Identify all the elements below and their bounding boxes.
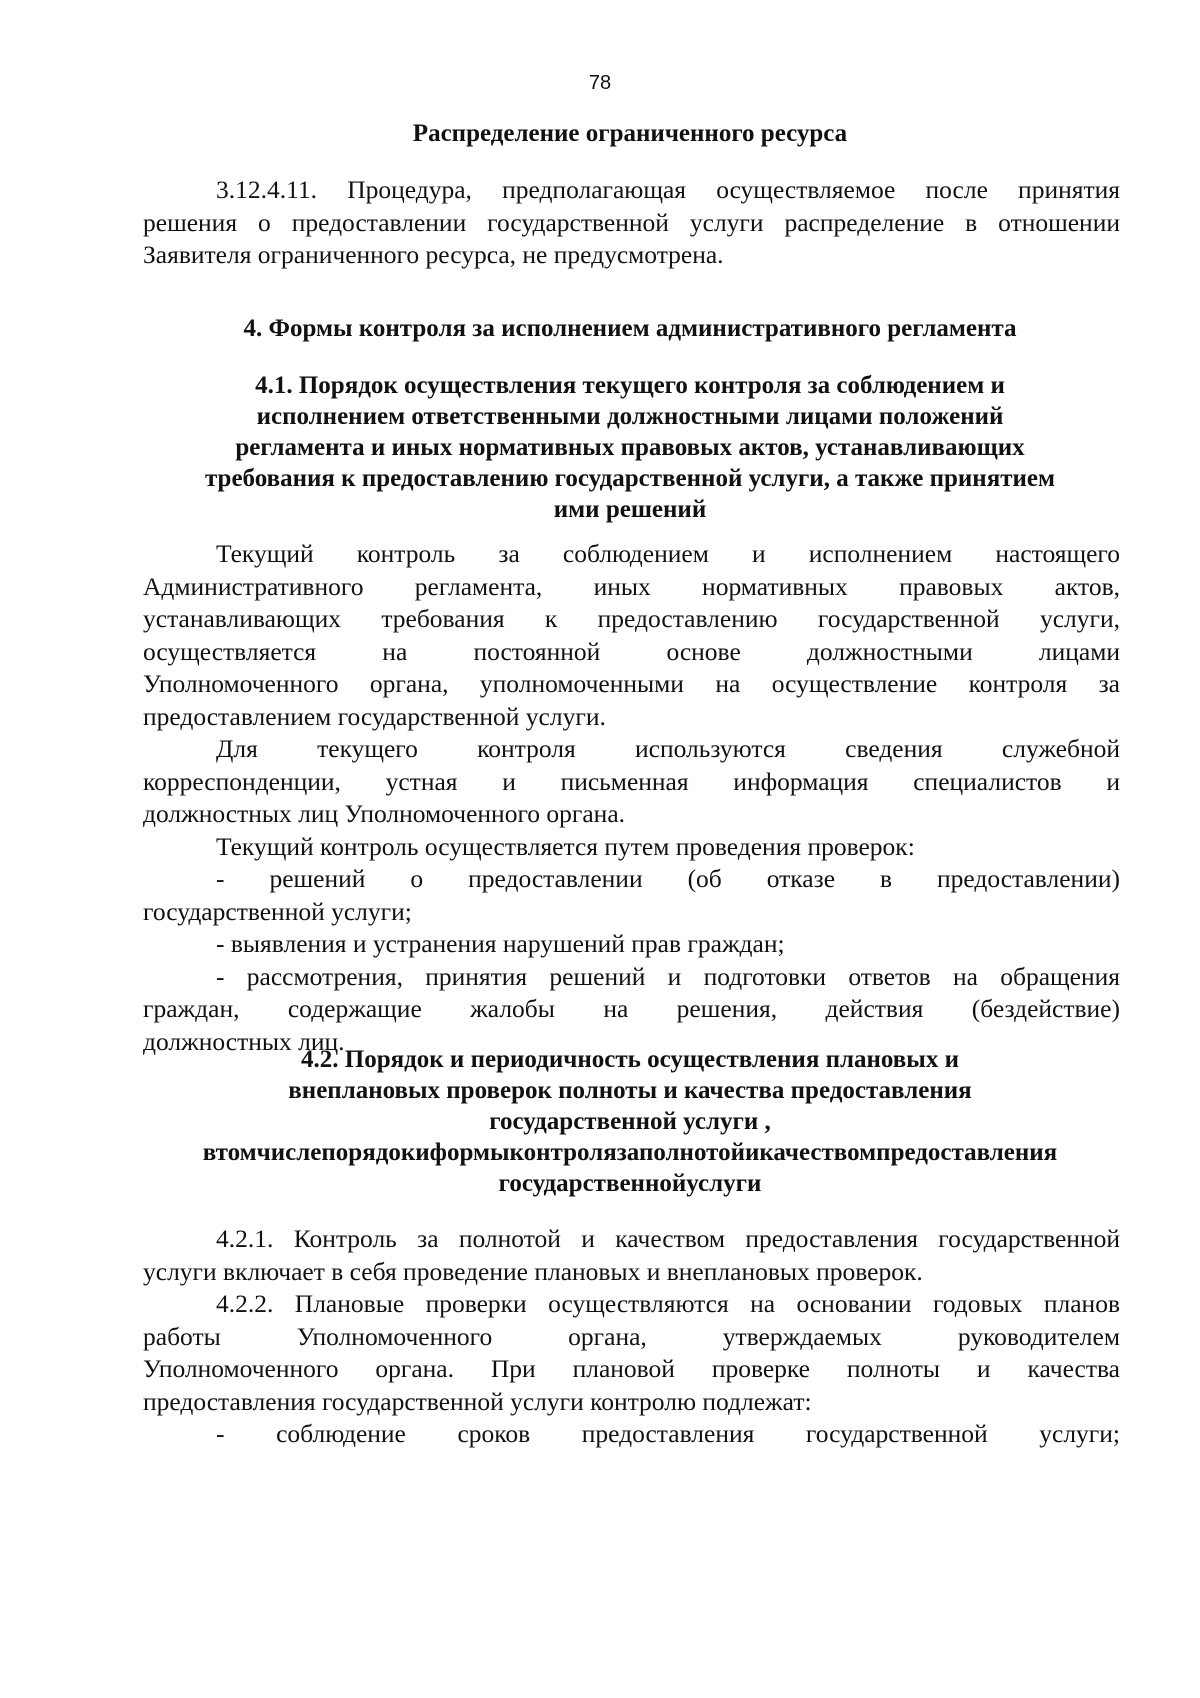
text-line: решения о предоставлении государственной услуги распределение в отношении: [143, 207, 1120, 237]
text-line: Для текущего контроля используются сведения служебной: [216, 734, 1120, 763]
text-line: корреспонденции, устная и письменная информация специалистов и: [143, 766, 1120, 796]
heading-line: регламента и иных нормативных правовых актов, устанавливающих: [235, 434, 1025, 461]
text-line: должностных лиц.: [143, 1026, 345, 1056]
heading-line: внеплановых проверок полноты и качества предоставления: [288, 1077, 972, 1104]
heading-line: исполнением ответственными должностными лицами положений: [256, 403, 1004, 430]
text-line: 4.2.1. Контроль за полнотой и качеством предоставления государственной: [216, 1224, 1120, 1253]
text-line: предоставлением государственной услуги.: [143, 701, 606, 731]
page-number: 78: [588, 72, 612, 94]
heading-line: требования к предоставлению государственной услуги, а также принятием: [204, 465, 1056, 492]
heading-line: государственнойуслуги: [498, 1170, 762, 1197]
text-line: - выявления и устранения нарушений прав граждан;: [216, 929, 785, 958]
text-line: осуществляется на постоянной основе должностными лицами: [143, 636, 1120, 666]
text-line: граждан, содержащие жалобы на решения, действия (бездействие): [143, 994, 1120, 1023]
list-item-violations: [143, 928, 1120, 961]
paragraph-4-2-1: [143, 1223, 1120, 1288]
section-4-2-body: [143, 1223, 1120, 1451]
section-4-2-title: [140, 1044, 1120, 1199]
heading-line: государственной услуги ,: [489, 1108, 771, 1135]
heading-line: 4.1. Порядок осуществления текущего контроля за соблюдением и: [255, 372, 1005, 399]
section-resource-paragraph: [143, 174, 1120, 272]
text-line: - рассмотрения, принятия решений и подготовки ответов на обращения: [216, 961, 1120, 991]
heading-line: Распределение ограниченного ресурса: [412, 120, 848, 147]
text-line: - соблюдение сроков предоставления государственной услуги;: [216, 1419, 1120, 1448]
text-line: 4.2.2. Плановые проверки осуществляются на основании годовых планов: [216, 1289, 1120, 1318]
text-line: предоставления государственной услуги контролю подлежат:: [143, 1386, 812, 1416]
paragraph-4-2-2: [143, 1288, 1120, 1418]
section-resource-title: [140, 118, 1120, 149]
heading-line: ими решений: [553, 496, 707, 523]
section-4-title: [140, 313, 1120, 344]
text-line: 3.12.4.11. Процедура, предполагающая осуществляемое после принятия: [216, 175, 1120, 204]
text-line: государственной услуги;: [143, 896, 412, 926]
list-item-deadlines: [143, 1418, 1120, 1451]
text-line: Уполномоченного органа. При плановой проверке полноты и качества: [143, 1354, 1120, 1383]
list-item-decisions: [143, 863, 1120, 928]
heading-line: 4.2. Порядок и периодичность осуществления плановых и: [301, 1046, 959, 1073]
text-line: Административного регламента, иных нормативных правовых актов,: [143, 571, 1120, 601]
heading-line: втомчислепорядокиформыконтролязаполнотойикачествомпредоставления: [202, 1139, 1058, 1166]
text-line: устанавливающих требования к предоставлению государственной услуги,: [143, 604, 1120, 633]
text-line: Текущий контроль за соблюдением и исполнением настоящего: [216, 539, 1120, 568]
paragraph-information-sources: [143, 733, 1120, 831]
section-4-1-body: [143, 538, 1120, 1058]
paragraph-current-control: [143, 538, 1120, 733]
text-line: Уполномоченного органа, уполномоченными на осуществление контроля за: [143, 669, 1120, 698]
text-line: работы Уполномоченного органа, утверждаемых руководителем: [143, 1321, 1120, 1351]
text-line: Текущий контроль осуществляется путем проведения проверок:: [216, 831, 915, 861]
text-line: услуги включает в себя проведение плановых и внеплановых проверок.: [143, 1256, 923, 1286]
section-4-1-title: [140, 370, 1120, 525]
heading-line: 4. Формы контроля за исполнением административного регламента: [243, 315, 1017, 342]
text-line: должностных лиц Уполномоченного органа.: [143, 799, 626, 828]
text-line: - решений о предоставлении (об отказе в предоставлении): [216, 864, 1120, 893]
text-line: Заявителя ограниченного ресурса, не предусмотрена.: [143, 240, 724, 269]
paragraph-checks-intro: [143, 831, 1120, 864]
